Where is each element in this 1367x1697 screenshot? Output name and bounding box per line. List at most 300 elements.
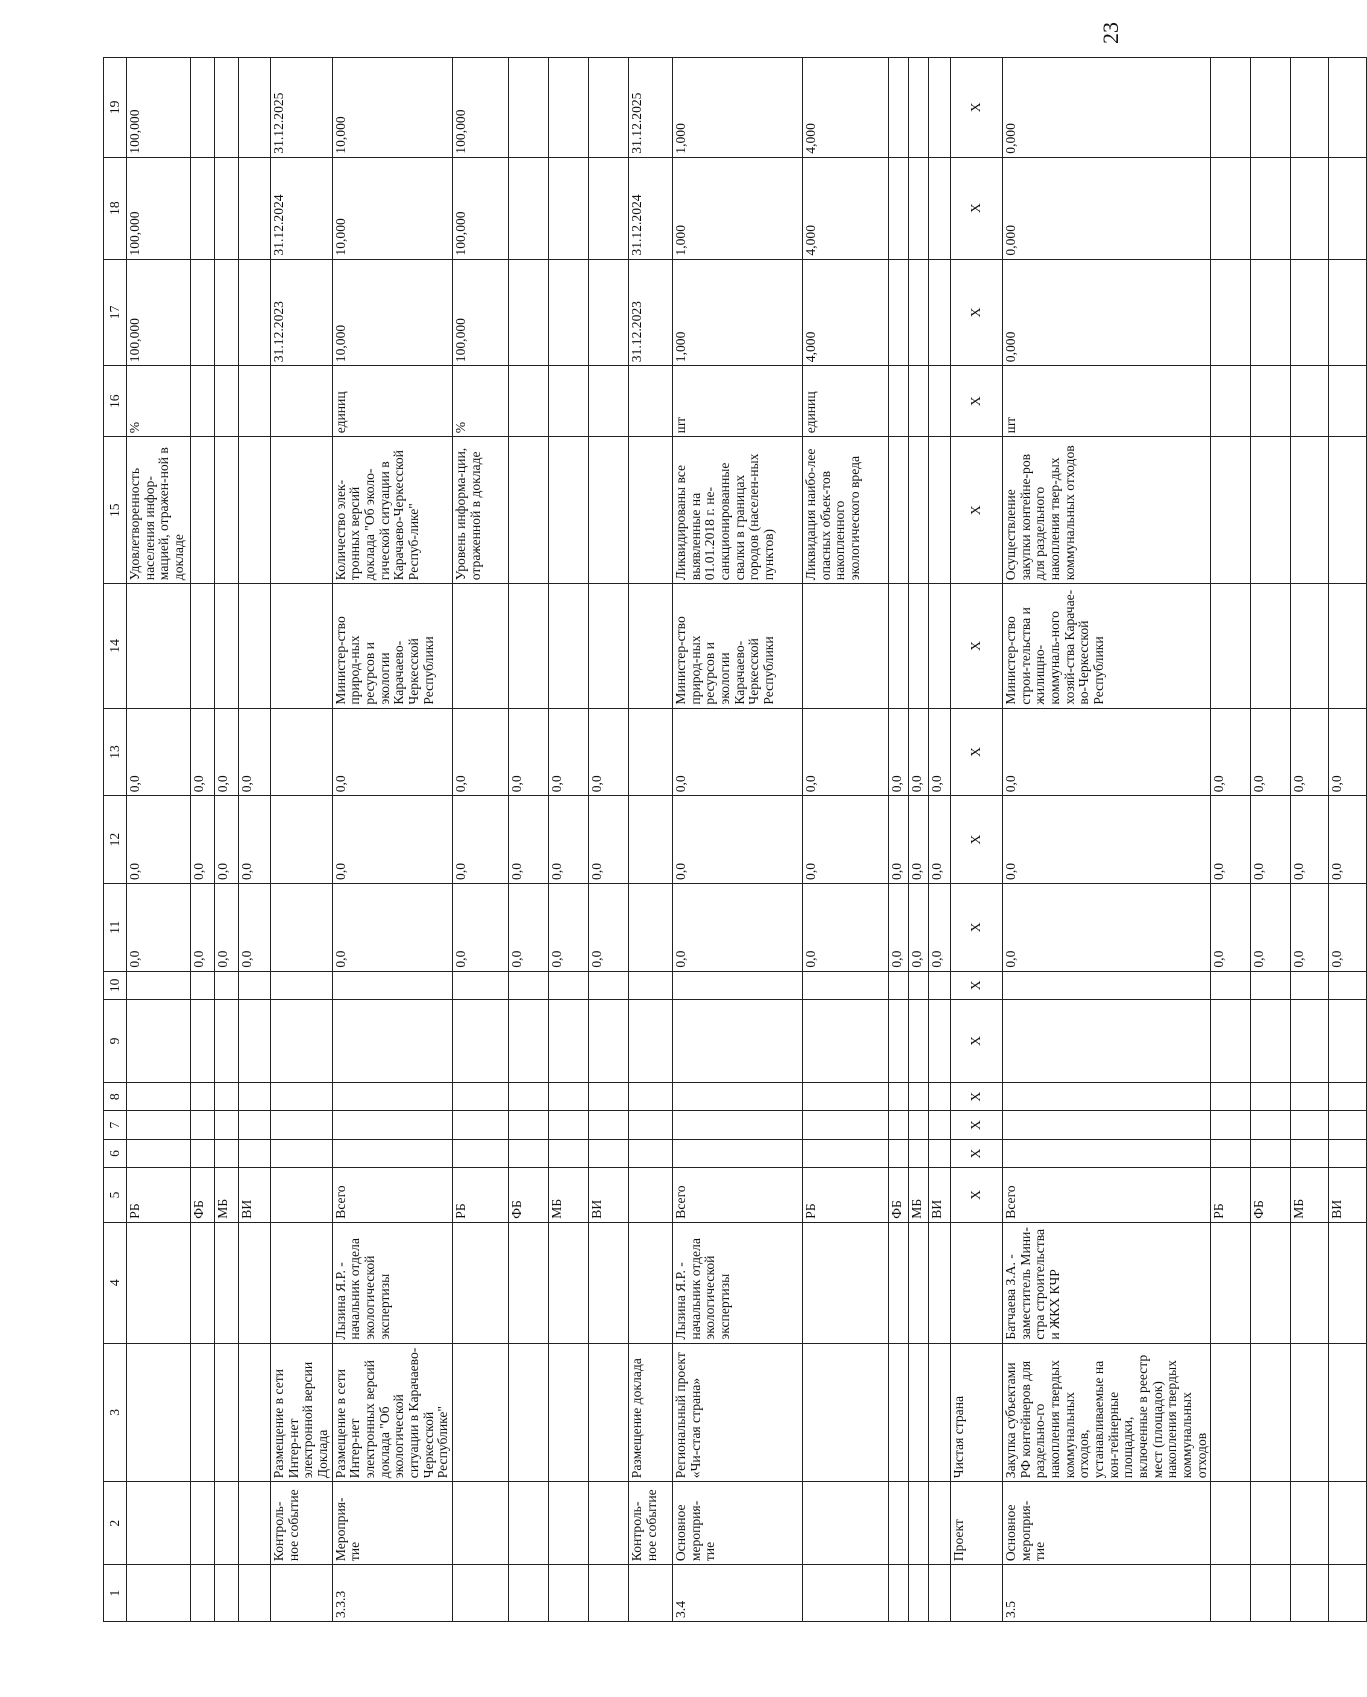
table-row xyxy=(215,58,239,1622)
table-cell-col-19 xyxy=(589,58,629,158)
table-cell-col-4 xyxy=(951,1222,1003,1343)
table-cell-col-4 xyxy=(509,1222,549,1343)
table-cell-col-8 xyxy=(1329,1082,1367,1110)
table-cell-col-12: 0,0 xyxy=(1211,796,1251,884)
table-cell-col-19: 100,000 xyxy=(453,58,509,158)
col-header: 2 xyxy=(104,1482,127,1565)
table-cell-col-2 xyxy=(1211,1482,1251,1565)
table-cell-col-9 xyxy=(239,1000,271,1083)
table-cell-col-7 xyxy=(239,1111,271,1139)
table-cell-col-17 xyxy=(239,259,271,366)
table-cell-col-1 xyxy=(889,1565,909,1622)
table-cell-col-11: 0,0 xyxy=(453,883,509,971)
table-cell-col-3 xyxy=(1329,1343,1367,1482)
table-cell-col-18: 100,000 xyxy=(127,157,191,259)
table-cell-col-1 xyxy=(509,1565,549,1622)
table-row xyxy=(1211,58,1251,1622)
table-cell-col-9 xyxy=(673,1000,803,1083)
table-cell-col-1: 3.5 xyxy=(1003,1565,1211,1622)
table-cell-col-17: 100,000 xyxy=(127,259,191,366)
col-header: 9 xyxy=(104,1000,127,1083)
table-cell-col-17: 100,000 xyxy=(453,259,509,366)
table-cell-col-19: 10,000 xyxy=(332,58,452,158)
col-header: 3 xyxy=(104,1343,127,1482)
table-cell-col-10: X xyxy=(951,971,1003,999)
col-header: 19 xyxy=(104,58,127,158)
table-cell-col-17: 4,000 xyxy=(803,259,889,366)
table-cell-col-12: 0,0 xyxy=(929,796,951,884)
table-cell-col-11: 0,0 xyxy=(803,883,889,971)
table-cell-col-9 xyxy=(549,1000,589,1083)
col-header: 16 xyxy=(104,366,127,437)
table-cell-col-17 xyxy=(1211,259,1251,366)
table-cell-col-11: 0,0 xyxy=(127,883,191,971)
table-cell-col-9 xyxy=(889,1000,909,1083)
table-cell-col-9 xyxy=(453,1000,509,1083)
table-cell-col-2: Проект xyxy=(951,1482,1003,1565)
table-cell-col-11: 0,0 xyxy=(1291,883,1329,971)
table-cell-col-14 xyxy=(549,584,589,708)
table-cell-col-17 xyxy=(589,259,629,366)
table-cell-col-8 xyxy=(453,1082,509,1110)
table-cell-col-7 xyxy=(909,1111,929,1139)
table-cell-col-3 xyxy=(803,1343,889,1482)
table-cell-col-19: 1,000 xyxy=(673,58,803,158)
table-cell-col-6: X xyxy=(951,1139,1003,1167)
table-cell-col-14 xyxy=(271,584,333,708)
table-cell-col-15: Осуществление закупки контейне-ров для раздельного накопления твер-дых коммунальных отходов xyxy=(1003,437,1211,584)
table-cell-col-11: 0,0 xyxy=(332,883,452,971)
table-cell-col-16 xyxy=(271,366,333,437)
table-cell-col-2: Контроль-ное событие xyxy=(629,1482,673,1565)
table-cell-col-17 xyxy=(1329,259,1367,366)
table-cell-col-19 xyxy=(1329,58,1367,158)
table-cell-col-19 xyxy=(1251,58,1291,158)
table-cell-col-2 xyxy=(549,1482,589,1565)
table-cell-col-15 xyxy=(1251,437,1291,584)
table-cell-col-7 xyxy=(929,1111,951,1139)
table-cell-col-5: РБ xyxy=(1211,1168,1251,1223)
table-cell-col-16: X xyxy=(951,366,1003,437)
table-cell-col-9 xyxy=(271,1000,333,1083)
table-cell-col-10 xyxy=(1291,971,1329,999)
table-cell-col-14 xyxy=(453,584,509,708)
table-cell-col-6 xyxy=(332,1139,452,1167)
table-cell-col-9 xyxy=(1251,1000,1291,1083)
table-cell-col-7: X xyxy=(951,1111,1003,1139)
table-cell-col-14 xyxy=(589,584,629,708)
table-cell-col-4 xyxy=(549,1222,589,1343)
table-cell-col-5: Всего xyxy=(673,1168,803,1223)
table-cell-col-18 xyxy=(215,157,239,259)
table-cell-col-18 xyxy=(509,157,549,259)
table-cell-col-14 xyxy=(1211,584,1251,708)
table-row xyxy=(889,58,909,1622)
table-cell-col-16: шт xyxy=(673,366,803,437)
table-cell-col-12: 0,0 xyxy=(1003,796,1211,884)
table-row xyxy=(909,58,929,1622)
table-cell-col-13: 0,0 xyxy=(1329,708,1367,796)
table-cell-col-12: 0,0 xyxy=(127,796,191,884)
table-cell-col-19: 31.12.2025 xyxy=(271,58,333,158)
table-cell-col-5: Всего xyxy=(1003,1168,1211,1223)
table-cell-col-14 xyxy=(803,584,889,708)
table-cell-col-16: единиц xyxy=(803,366,889,437)
table-cell-col-3 xyxy=(549,1343,589,1482)
table-cell-col-16 xyxy=(549,366,589,437)
table-cell-col-7 xyxy=(191,1111,215,1139)
table-cell-col-19 xyxy=(509,58,549,158)
table-cell-col-8 xyxy=(1211,1082,1251,1110)
table-cell-col-17 xyxy=(549,259,589,366)
table-cell-col-1 xyxy=(951,1565,1003,1622)
table-row xyxy=(191,58,215,1622)
table-cell-col-15 xyxy=(239,437,271,584)
table-cell-col-13: 0,0 xyxy=(1291,708,1329,796)
table-cell-col-4 xyxy=(1329,1222,1367,1343)
table-cell-col-18 xyxy=(1211,157,1251,259)
table-cell-col-5: РБ xyxy=(453,1168,509,1223)
table-cell-col-1 xyxy=(549,1565,589,1622)
table-row xyxy=(1003,58,1211,1622)
table-cell-col-3: Закупка субъектами РФ контейнеров для раздельно-го накопления твердых коммунальных отходов, устанавливаемые на кон-тейнерные площадки, включенные в реестр мест (площадок) накопления твердых коммунальных отходов xyxy=(1003,1343,1211,1482)
table-cell-col-9 xyxy=(332,1000,452,1083)
table-cell-col-11: 0,0 xyxy=(215,883,239,971)
table-cell-col-16: шт xyxy=(1003,366,1211,437)
table-cell-col-18 xyxy=(1291,157,1329,259)
table-cell-col-5: МБ xyxy=(549,1168,589,1223)
column-number-row xyxy=(104,58,127,1622)
table-cell-col-3: Размещение доклада xyxy=(629,1343,673,1482)
table-cell-col-1 xyxy=(1211,1565,1251,1622)
table-cell-col-6 xyxy=(1211,1139,1251,1167)
table-cell-col-13: 0,0 xyxy=(889,708,909,796)
table-cell-col-10 xyxy=(1003,971,1211,999)
table-cell-col-8 xyxy=(239,1082,271,1110)
table-cell-col-18 xyxy=(929,157,951,259)
table-cell-col-1 xyxy=(909,1565,929,1622)
table-cell-col-19 xyxy=(889,58,909,158)
table-cell-col-1 xyxy=(271,1565,333,1622)
col-header: 11 xyxy=(104,883,127,971)
table-cell-col-6 xyxy=(239,1139,271,1167)
table-cell-col-9 xyxy=(1329,1000,1367,1083)
table-cell-col-2 xyxy=(1251,1482,1291,1565)
table-cell-col-10 xyxy=(215,971,239,999)
table-cell-col-8 xyxy=(589,1082,629,1110)
table-cell-col-11: 0,0 xyxy=(909,883,929,971)
table-cell-col-3 xyxy=(909,1343,929,1482)
table-cell-col-13: 0,0 xyxy=(929,708,951,796)
table-cell-col-10 xyxy=(239,971,271,999)
table-cell-col-16 xyxy=(239,366,271,437)
table-cell-col-16 xyxy=(1329,366,1367,437)
table-cell-col-8 xyxy=(889,1082,909,1110)
table-cell-col-18: 10,000 xyxy=(332,157,452,259)
table-cell-col-13: 0,0 xyxy=(332,708,452,796)
table-cell-col-1 xyxy=(127,1565,191,1622)
table-cell-col-7 xyxy=(889,1111,909,1139)
table-cell-col-13: 0,0 xyxy=(191,708,215,796)
table-cell-col-10 xyxy=(509,971,549,999)
table-cell-col-14: Министер-ство природ-ных ресурсов и экологии Карачаево-Черкесской Республики xyxy=(332,584,452,708)
table-cell-col-19 xyxy=(909,58,929,158)
table-cell-col-2: Основное мероприя-тие xyxy=(673,1482,803,1565)
table-cell-col-8: X xyxy=(951,1082,1003,1110)
table-cell-col-2 xyxy=(889,1482,909,1565)
table-cell-col-10 xyxy=(332,971,452,999)
table-cell-col-3 xyxy=(889,1343,909,1482)
table-cell-col-10 xyxy=(803,971,889,999)
table-cell-col-5: РБ xyxy=(803,1168,889,1223)
table-cell-col-12: 0,0 xyxy=(673,796,803,884)
table-row xyxy=(673,58,803,1622)
table-cell-col-8 xyxy=(549,1082,589,1110)
table-cell-col-1 xyxy=(191,1565,215,1622)
table-row xyxy=(549,58,589,1622)
table-cell-col-3 xyxy=(929,1343,951,1482)
table-cell-col-5: МБ xyxy=(1291,1168,1329,1223)
table-cell-col-12: 0,0 xyxy=(1251,796,1291,884)
table-cell-col-8 xyxy=(127,1082,191,1110)
table-cell-col-3 xyxy=(127,1343,191,1482)
table-cell-col-4 xyxy=(191,1222,215,1343)
table-cell-col-17 xyxy=(509,259,549,366)
col-header: 15 xyxy=(104,437,127,584)
table-cell-col-13: 0,0 xyxy=(127,708,191,796)
table-cell-col-7 xyxy=(332,1111,452,1139)
table-cell-col-11 xyxy=(271,883,333,971)
table-cell-col-6 xyxy=(127,1139,191,1167)
table-cell-col-18 xyxy=(589,157,629,259)
table-cell-col-6 xyxy=(929,1139,951,1167)
table-cell-col-10 xyxy=(127,971,191,999)
col-header: 6 xyxy=(104,1139,127,1167)
table-row xyxy=(1329,58,1367,1622)
table-cell-col-8 xyxy=(191,1082,215,1110)
col-header: 7 xyxy=(104,1111,127,1139)
table-cell-col-7 xyxy=(629,1111,673,1139)
table-cell-col-5: X xyxy=(951,1168,1003,1223)
table-row xyxy=(332,58,452,1622)
table-cell-col-12: 0,0 xyxy=(453,796,509,884)
table-cell-col-13: 0,0 xyxy=(239,708,271,796)
col-header: 13 xyxy=(104,708,127,796)
table-cell-col-15 xyxy=(929,437,951,584)
table-cell-col-7 xyxy=(1003,1111,1211,1139)
table-cell-col-6 xyxy=(271,1139,333,1167)
table-cell-col-15: Количество элек-тронных версий доклада "Об эколо-гической ситуации в Карачаево-Черкесской Респуб-лике" xyxy=(332,437,452,584)
table-cell-col-8 xyxy=(909,1082,929,1110)
table-cell-col-8 xyxy=(1003,1082,1211,1110)
table-cell-col-10 xyxy=(549,971,589,999)
table-cell-col-17: X xyxy=(951,259,1003,366)
table-cell-col-16 xyxy=(1291,366,1329,437)
table-cell-col-2 xyxy=(453,1482,509,1565)
table-cell-col-7 xyxy=(215,1111,239,1139)
table-cell-col-8 xyxy=(271,1082,333,1110)
table-cell-col-15 xyxy=(589,437,629,584)
table-cell-col-3: Размещение в сети Интер-нет электронных версий доклада "Об экологической ситуации в Карачаево-Черкесской Республике" xyxy=(332,1343,452,1482)
table-cell-col-2 xyxy=(191,1482,215,1565)
table-cell-col-5 xyxy=(629,1168,673,1223)
table-cell-col-18 xyxy=(889,157,909,259)
table-cell-col-15: Уровень информа-ции, отраженной в докладе xyxy=(453,437,509,584)
table-cell-col-19: 31.12.2025 xyxy=(629,58,673,158)
table-cell-col-2 xyxy=(509,1482,549,1565)
table-cell-col-1 xyxy=(629,1565,673,1622)
page-number: 23 xyxy=(1098,22,1123,44)
table-cell-col-14 xyxy=(629,584,673,708)
table-cell-col-17 xyxy=(191,259,215,366)
table-cell-col-10 xyxy=(909,971,929,999)
table-cell-col-2 xyxy=(1291,1482,1329,1565)
table-cell-col-7 xyxy=(127,1111,191,1139)
table-cell-col-4 xyxy=(271,1222,333,1343)
table-cell-col-2 xyxy=(803,1482,889,1565)
table-row xyxy=(629,58,673,1622)
table-cell-col-14 xyxy=(215,584,239,708)
table-cell-col-9 xyxy=(1211,1000,1251,1083)
table-cell-col-9 xyxy=(509,1000,549,1083)
table-cell-col-16: единиц xyxy=(332,366,452,437)
table-cell-col-2 xyxy=(1329,1482,1367,1565)
table-cell-col-13 xyxy=(271,708,333,796)
table-cell-col-18: 31.12.2024 xyxy=(271,157,333,259)
table-cell-col-7 xyxy=(453,1111,509,1139)
table-cell-col-14 xyxy=(1291,584,1329,708)
table-cell-col-14 xyxy=(191,584,215,708)
table-cell-col-16 xyxy=(1251,366,1291,437)
table-cell-col-17 xyxy=(889,259,909,366)
table-cell-col-12: 0,0 xyxy=(215,796,239,884)
table-cell-col-6 xyxy=(549,1139,589,1167)
table-cell-col-3 xyxy=(215,1343,239,1482)
table-cell-col-4 xyxy=(1291,1222,1329,1343)
table-cell-col-15 xyxy=(1211,437,1251,584)
col-header: 18 xyxy=(104,157,127,259)
table-cell-col-19 xyxy=(1291,58,1329,158)
table-cell-col-6 xyxy=(673,1139,803,1167)
table-cell-col-4 xyxy=(453,1222,509,1343)
table-cell-col-10 xyxy=(453,971,509,999)
table-cell-col-3: Размещение в сети Интер-нет электронной версии Доклада xyxy=(271,1343,333,1482)
table-cell-col-4: Лызина Я.Р. - начальник отдела экологической экспертизы xyxy=(673,1222,803,1343)
table-cell-col-15 xyxy=(509,437,549,584)
table-cell-col-2 xyxy=(239,1482,271,1565)
table-cell-col-6 xyxy=(1003,1139,1211,1167)
table-cell-col-12: 0,0 xyxy=(1329,796,1367,884)
table-cell-col-5: ВИ xyxy=(1329,1168,1367,1223)
table-cell-col-12: 0,0 xyxy=(909,796,929,884)
table-cell-col-16 xyxy=(909,366,929,437)
table-row xyxy=(803,58,889,1622)
table-cell-col-9 xyxy=(127,1000,191,1083)
col-header: 12 xyxy=(104,796,127,884)
table-cell-col-7 xyxy=(1329,1111,1367,1139)
table-cell-col-3: Чистая страна xyxy=(951,1343,1003,1482)
table-cell-col-5: РБ xyxy=(127,1168,191,1223)
table-row xyxy=(929,58,951,1622)
table-cell-col-5: МБ xyxy=(909,1168,929,1223)
col-header: 5 xyxy=(104,1168,127,1223)
col-header: 1 xyxy=(104,1565,127,1622)
table-cell-col-12: 0,0 xyxy=(239,796,271,884)
table-row xyxy=(509,58,549,1622)
table-cell-col-16 xyxy=(629,366,673,437)
table-cell-col-6 xyxy=(589,1139,629,1167)
table-cell-col-17: 0,000 xyxy=(1003,259,1211,366)
table-row xyxy=(1291,58,1329,1622)
table-cell-col-15 xyxy=(629,437,673,584)
table-cell-col-3 xyxy=(1251,1343,1291,1482)
table-cell-col-5: ВИ xyxy=(929,1168,951,1223)
table-cell-col-14: Министер-ство природ-ных ресурсов и экологии Карачаево-Черкесской Республики xyxy=(673,584,803,708)
table-cell-col-17 xyxy=(215,259,239,366)
table-cell-col-9 xyxy=(909,1000,929,1083)
table-cell-col-13: 0,0 xyxy=(673,708,803,796)
table-cell-col-14 xyxy=(239,584,271,708)
table-cell-col-15: Ликвидированы все выявленные на 01.01.2018 г. не-санкционированные свалки в границах городов (населен-ных пунктов) xyxy=(673,437,803,584)
table-cell-col-6 xyxy=(803,1139,889,1167)
table-cell-col-19 xyxy=(191,58,215,158)
table-cell-col-16 xyxy=(589,366,629,437)
table-cell-col-4 xyxy=(909,1222,929,1343)
table-cell-col-9 xyxy=(1003,1000,1211,1083)
table-cell-col-18 xyxy=(549,157,589,259)
table-cell-col-8 xyxy=(803,1082,889,1110)
table-cell-col-14 xyxy=(889,584,909,708)
table-cell-col-2 xyxy=(589,1482,629,1565)
table-cell-col-4 xyxy=(589,1222,629,1343)
table-cell-col-1 xyxy=(1291,1565,1329,1622)
table-cell-col-14 xyxy=(509,584,549,708)
table-cell-col-2 xyxy=(909,1482,929,1565)
table-cell-col-16 xyxy=(1211,366,1251,437)
table-cell-col-11: X xyxy=(951,883,1003,971)
table-cell-col-19: X xyxy=(951,58,1003,158)
table-cell-col-2: Мероприя-тие xyxy=(332,1482,452,1565)
table-cell-col-5: МБ xyxy=(215,1168,239,1223)
table-cell-col-5 xyxy=(271,1168,333,1223)
col-header: 4 xyxy=(104,1222,127,1343)
table-cell-col-19 xyxy=(1211,58,1251,158)
table-cell-col-17: 1,000 xyxy=(673,259,803,366)
table-cell-col-13: 0,0 xyxy=(1251,708,1291,796)
table-cell-col-7 xyxy=(509,1111,549,1139)
table-cell-col-17: 31.12.2023 xyxy=(271,259,333,366)
table-row xyxy=(271,58,333,1622)
table-cell-col-3: Региональный проект «Чи-стая страна» xyxy=(673,1343,803,1482)
table-cell-col-15 xyxy=(271,437,333,584)
table-cell-col-5: ВИ xyxy=(239,1168,271,1223)
table-cell-col-4 xyxy=(215,1222,239,1343)
table-cell-col-8 xyxy=(509,1082,549,1110)
table-cell-col-7 xyxy=(673,1111,803,1139)
table-cell-col-18 xyxy=(1251,157,1291,259)
table-cell-col-18: 0,000 xyxy=(1003,157,1211,259)
table-cell-col-9 xyxy=(629,1000,673,1083)
table-cell-col-2: Основное мероприя-тие xyxy=(1003,1482,1211,1565)
table-cell-col-10 xyxy=(191,971,215,999)
table-cell-col-18 xyxy=(239,157,271,259)
table-cell-col-2: Контроль-ное событие xyxy=(271,1482,333,1565)
table-cell-col-18 xyxy=(1329,157,1367,259)
col-header: 14 xyxy=(104,584,127,708)
table-cell-col-11: 0,0 xyxy=(1003,883,1211,971)
table-cell-col-15: Удовлетворенность населения инфор-мацией, отражен-ной в докладе xyxy=(127,437,191,584)
table-cell-col-1: 3.4 xyxy=(673,1565,803,1622)
